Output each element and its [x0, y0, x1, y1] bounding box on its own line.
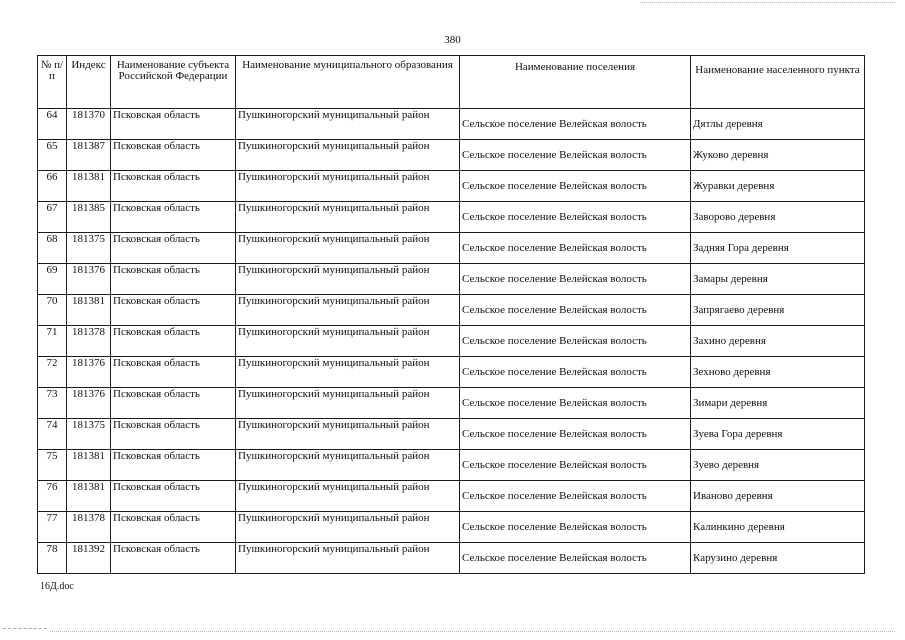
cell-num: 70 [38, 295, 67, 326]
cell-index: 181378 [67, 326, 111, 357]
table-row [38, 326, 865, 357]
localities-table [37, 55, 865, 574]
table-row [38, 202, 865, 233]
cell-locality: Зимари деревня [691, 388, 865, 419]
cell-municipality: Пушкиногорский муниципальный район [236, 202, 460, 233]
footer-filename: 16Д.doc [40, 581, 74, 592]
cell-municipality: Пушкиногорский муниципальный район [236, 419, 460, 450]
table-row [38, 481, 865, 512]
cell-locality: Задняя Гора деревня [691, 233, 865, 264]
cell-municipality: Пушкиногорский муниципальный район [236, 233, 460, 264]
cell-subject: Псковская область [111, 388, 236, 419]
cell-municipality: Пушкиногорский муниципальный район [236, 450, 460, 481]
cell-locality: Карузино деревня [691, 543, 865, 574]
cell-index: 181375 [67, 233, 111, 264]
cell-subject: Псковская область [111, 419, 236, 450]
cell-locality: Зуева Гора деревня [691, 419, 865, 450]
cell-subject: Псковская область [111, 450, 236, 481]
cell-num: 64 [38, 109, 67, 140]
cell-num: 78 [38, 543, 67, 574]
header-municipality: Наименование муниципального образования [236, 56, 460, 109]
cell-subject: Псковская область [111, 295, 236, 326]
cell-index: 181370 [67, 109, 111, 140]
cell-locality: Дятлы деревня [691, 109, 865, 140]
cell-municipality: Пушкиногорский муниципальный район [236, 109, 460, 140]
table-row [38, 295, 865, 326]
cell-num: 72 [38, 357, 67, 388]
cell-subject: Псковская область [111, 233, 236, 264]
page-number: 380 [444, 34, 461, 46]
cell-settlement: Сельское поселение Велейская волость [460, 481, 691, 512]
cell-municipality: Пушкиногорский муниципальный район [236, 171, 460, 202]
cell-num: 65 [38, 140, 67, 171]
scan-artifact-bottom [50, 631, 895, 632]
cell-municipality: Пушкиногорский муниципальный район [236, 512, 460, 543]
table-row [38, 419, 865, 450]
cell-settlement: Сельское поселение Велейская волость [460, 357, 691, 388]
cell-locality: Жуково деревня [691, 140, 865, 171]
cell-municipality: Пушкиногорский муниципальный район [236, 543, 460, 574]
cell-index: 181376 [67, 388, 111, 419]
cell-settlement: Сельское поселение Велейская волость [460, 512, 691, 543]
table-body [38, 109, 865, 574]
header-settlement: Наименование поселения [460, 56, 691, 109]
cell-locality: Зуево деревня [691, 450, 865, 481]
cell-subject: Псковская область [111, 543, 236, 574]
cell-num: 67 [38, 202, 67, 233]
cell-subject: Псковская область [111, 140, 236, 171]
cell-index: 181381 [67, 295, 111, 326]
table-row [38, 264, 865, 295]
cell-index: 181387 [67, 140, 111, 171]
scan-artifact-top [640, 2, 895, 3]
cell-settlement: Сельское поселение Велейская волость [460, 450, 691, 481]
table-row [38, 233, 865, 264]
cell-index: 181381 [67, 450, 111, 481]
cell-subject: Псковская область [111, 202, 236, 233]
cell-num: 73 [38, 388, 67, 419]
cell-index: 181381 [67, 481, 111, 512]
cell-locality: Зехново деревня [691, 357, 865, 388]
cell-num: 74 [38, 419, 67, 450]
cell-index: 181376 [67, 264, 111, 295]
cell-subject: Псковская область [111, 326, 236, 357]
cell-index: 181385 [67, 202, 111, 233]
table-row [38, 109, 865, 140]
cell-municipality: Пушкиногорский муниципальный район [236, 295, 460, 326]
cell-settlement: Сельское поселение Велейская волость [460, 140, 691, 171]
table-row [38, 543, 865, 574]
cell-settlement: Сельское поселение Велейская волость [460, 171, 691, 202]
cell-municipality: Пушкиногорский муниципальный район [236, 264, 460, 295]
cell-locality: Заворово деревня [691, 202, 865, 233]
cell-subject: Псковская область [111, 357, 236, 388]
cell-municipality: Пушкиногорский муниципальный район [236, 481, 460, 512]
cell-subject: Псковская область [111, 171, 236, 202]
cell-index: 181376 [67, 357, 111, 388]
cell-settlement: Сельское поселение Велейская волость [460, 109, 691, 140]
cell-municipality: Пушкиногорский муниципальный район [236, 140, 460, 171]
cell-subject: Псковская область [111, 109, 236, 140]
cell-num: 68 [38, 233, 67, 264]
table-row [38, 450, 865, 481]
cell-settlement: Сельское поселение Велейская волость [460, 233, 691, 264]
cell-settlement: Сельское поселение Велейская волость [460, 202, 691, 233]
table-header [38, 56, 865, 109]
cell-subject: Псковская область [111, 481, 236, 512]
cell-locality: Иваново деревня [691, 481, 865, 512]
table-row [38, 512, 865, 543]
cell-settlement: Сельское поселение Велейская волость [460, 543, 691, 574]
cell-settlement: Сельское поселение Велейская волость [460, 264, 691, 295]
table-row [38, 388, 865, 419]
cell-index: 181381 [67, 171, 111, 202]
cell-index: 181378 [67, 512, 111, 543]
cell-settlement: Сельское поселение Велейская волость [460, 419, 691, 450]
cell-locality: Захино деревня [691, 326, 865, 357]
table-row [38, 140, 865, 171]
table-row [38, 171, 865, 202]
cell-num: 69 [38, 264, 67, 295]
cell-locality: Калинкино деревня [691, 512, 865, 543]
cell-num: 76 [38, 481, 67, 512]
header-subject: Наименование субъекта Российской Федерации [111, 56, 236, 109]
cell-index: 181375 [67, 419, 111, 450]
cell-num: 77 [38, 512, 67, 543]
header-num: № п/п [38, 56, 67, 109]
cell-locality: Журавки деревня [691, 171, 865, 202]
cell-index: 181392 [67, 543, 111, 574]
cell-num: 71 [38, 326, 67, 357]
cell-settlement: Сельское поселение Велейская волость [460, 326, 691, 357]
cell-settlement: Сельское поселение Велейская волость [460, 295, 691, 326]
scan-artifact-mark [3, 628, 47, 629]
cell-num: 66 [38, 171, 67, 202]
cell-municipality: Пушкиногорский муниципальный район [236, 326, 460, 357]
table-row [38, 357, 865, 388]
cell-settlement: Сельское поселение Велейская волость [460, 388, 691, 419]
header-index: Индекс [67, 56, 111, 109]
header-row [38, 56, 865, 109]
cell-subject: Псковская область [111, 264, 236, 295]
cell-municipality: Пушкиногорский муниципальный район [236, 388, 460, 419]
cell-subject: Псковская область [111, 512, 236, 543]
cell-locality: Запрягаево деревня [691, 295, 865, 326]
header-locality: Наименование населенного пункта [691, 56, 865, 109]
cell-municipality: Пушкиногорский муниципальный район [236, 357, 460, 388]
cell-locality: Замары деревня [691, 264, 865, 295]
cell-num: 75 [38, 450, 67, 481]
